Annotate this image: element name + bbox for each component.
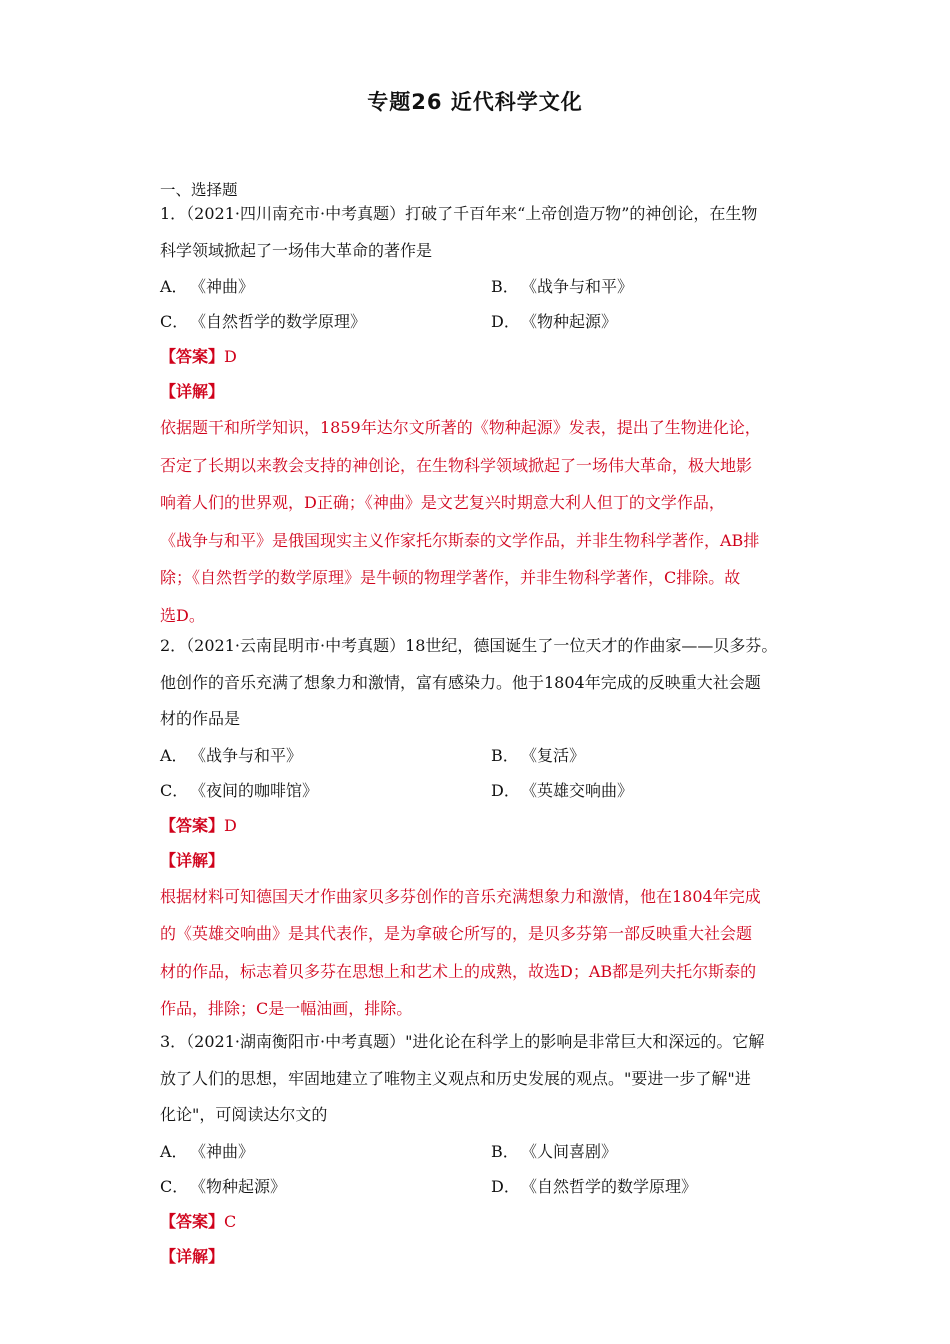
option-b: B． 《人间喜剧》 bbox=[491, 1141, 618, 1161]
option-row bbox=[160, 1134, 800, 1169]
option-a: A． 《神曲》 bbox=[160, 277, 255, 296]
option-b: B． 《战争与和平》 bbox=[491, 277, 634, 296]
detail-label: 【详解】 bbox=[160, 382, 225, 401]
answer: 【答案】C bbox=[160, 1211, 237, 1231]
stem-line: 1．（2021·四川南充市·中考真题）打破了千百年来“上帝创造万物”的神创论，在生物 bbox=[160, 204, 758, 223]
stem-line: 放了人们的思想，牢固地建立了唯物主义观点和历史发展的观点。"要进一步了解"进 bbox=[160, 1068, 751, 1088]
option-c: C． 《物种起源》 bbox=[160, 1176, 287, 1196]
question-2 bbox=[160, 628, 800, 1028]
option-d: D．《自然哲学的数学原理》 bbox=[491, 1176, 698, 1196]
stem-line: 3．（2021·湖南衡阳市·中考真题）"进化论在科学上的影响是非常巨大和深远的。它解 bbox=[160, 1032, 765, 1051]
option-row bbox=[160, 1169, 800, 1204]
question-3 bbox=[160, 1024, 800, 1274]
answer: 【答案】D bbox=[160, 815, 237, 835]
section-heading: 一、选择题 bbox=[160, 181, 238, 199]
option-d: D．《英雄交响曲》 bbox=[491, 780, 634, 800]
explanation: 根据材料可知德国天才作曲家贝多芬创作的音乐充满想象力和激情，他在1804年完成 的《英雄交响曲》是其代表作，是为拿破仑所写的，是贝多芬第一部反映重大社会题 材的作品，标志着贝多芬在思想上和艺术上的成熟，故选D；AB都是列夫托尔斯泰的 作品，排除；C是一幅油画，排除。 bbox=[160, 886, 761, 1018]
stem-line: 科学领域掀起了一场伟大革命的著作是 bbox=[160, 240, 433, 260]
question-1 bbox=[160, 196, 800, 634]
option-a: A． 《战争与和平》 bbox=[160, 745, 303, 765]
option-row bbox=[160, 738, 800, 773]
question-stem bbox=[160, 196, 800, 269]
option-c: C． 《自然哲学的数学原理》 bbox=[160, 312, 367, 331]
option-a: A． 《神曲》 bbox=[160, 1141, 255, 1161]
option-row bbox=[160, 773, 800, 808]
page-title: 专题26 近代科学文化 bbox=[367, 90, 583, 114]
stem-line: 材的作品是 bbox=[160, 709, 241, 728]
option-b: B． 《复活》 bbox=[491, 745, 586, 765]
option-row bbox=[160, 269, 800, 304]
detail-label: 【详解】 bbox=[160, 850, 225, 870]
explanation: 依据题干和所学知识，1859年达尔文所著的《物种起源》发表，提出了生物进化论， 否定了长期以来教会支持的神创论，在生物科学领域掀起了一场伟大革命，极大地影 响着人们的世界观，D正确；《神曲》是文艺复兴时期意大利人但丁的文学作品， 《战争与和平》是俄国现实主义作家托尔斯泰的文学作品，并非生物科学著作，AB排 除；《自然哲学的数学原理》是牛顿的物理学著作，并非生物科学著作，C排除。故 选D。 bbox=[160, 418, 761, 625]
option-c: C． 《夜间的咖啡馆》 bbox=[160, 780, 319, 800]
option-d: D．《物种起源》 bbox=[491, 312, 618, 331]
option-row bbox=[160, 304, 800, 339]
question-stem bbox=[160, 628, 800, 738]
question-stem bbox=[160, 1024, 800, 1134]
answer: 【答案】D bbox=[160, 347, 237, 366]
detail-label: 【详解】 bbox=[160, 1246, 225, 1266]
stem-line: 他创作的音乐充满了想象力和激情，富有感染力。他于1804年完成的反映重大社会题 bbox=[160, 672, 761, 692]
stem-line: 2．（2021·云南昆明市·中考真题）18世纪，德国诞生了一位天才的作曲家——贝多芬。 bbox=[160, 636, 778, 655]
stem-line: 化论"，可阅读达尔文的 bbox=[160, 1105, 328, 1124]
